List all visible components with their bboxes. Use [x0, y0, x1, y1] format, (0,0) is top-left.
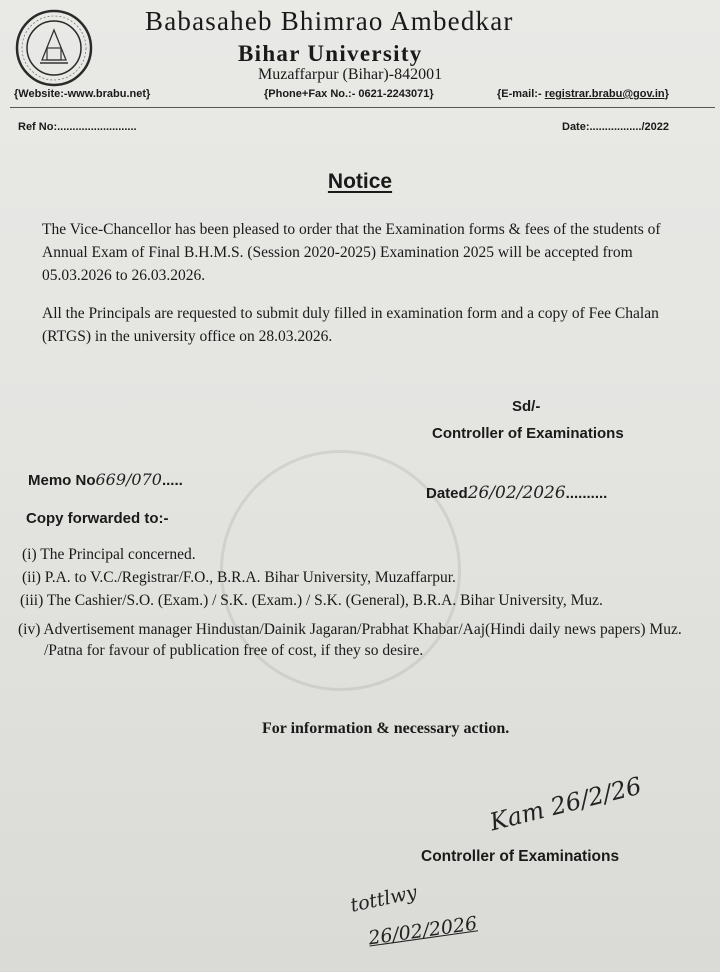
- copy-forwarded-label: Copy forwarded to:-: [26, 510, 169, 527]
- memo-number: Memo No669/070.....: [28, 470, 183, 489]
- university-title: Babasaheb Bhimrao Ambedkar: [145, 6, 514, 36]
- signatory-title-1: Controller of Examinations: [432, 425, 624, 442]
- copy-list: [18, 544, 708, 661]
- sd-mark: Sd/-: [512, 398, 541, 415]
- phone-text: {Phone+Fax No.:- 0621-2243071}: [264, 88, 434, 100]
- list-item: (iv) Advertisement manager Hindustan/Dainik Jagaran/Prabhat Khabar/Aaj(Hindi daily news papers) Muz. /Patna for favour of publication free of cost, if they so desire.: [18, 621, 682, 659]
- header-divider: [10, 107, 715, 108]
- email-text: {E-mail:- registrar.brabu@gov.in}: [497, 88, 669, 100]
- initial-handwritten: tottlwy: [348, 881, 419, 917]
- list-item: (ii) P.A. to V.C./Registrar/F.O., B.R.A. Bihar University, Muzaffarpur.: [22, 569, 456, 586]
- memo-dated: Dated26/02/2026..........: [426, 483, 608, 503]
- university-address: Muzaffarpur (Bihar)-842001: [258, 66, 443, 83]
- ref-number: Ref No:..........................: [18, 121, 137, 133]
- list-item: (iii) The Cashier/S.O. (Exam.) / S.K. (Exam.) / S.K. (General), B.R.A. Bihar University, Muz.: [20, 592, 603, 609]
- signatory-title-2: Controller of Examinations: [421, 848, 620, 865]
- notice-paragraph-1: The Vice-Chancellor has been pleased to order that the Examination forms & fees of the students of Annual Exam of Final B.H.M.S. (Session 2020-2025) Examination 2025 will be accepted from 05.03.2026 to 26.03.2026.: [42, 221, 661, 284]
- initial-date-handwritten: 26/02/2026: [367, 912, 479, 950]
- signature-handwritten: Kam 26/2/26: [486, 771, 645, 837]
- memo-handwritten: 669/070: [95, 470, 162, 489]
- university-name: Bihar University: [238, 41, 423, 66]
- notice-heading: Notice: [327, 170, 393, 193]
- list-item: (i) The Principal concerned.: [22, 546, 196, 563]
- notice-paragraph-2: All the Principals are requested to submit duly filled in examination form and a copy of Fee Chalan (RTGS) in the university office on 28.03.2026.: [42, 305, 659, 345]
- closing-line: For information & necessary action.: [262, 720, 510, 737]
- dated-handwritten: 26/02/2026: [467, 483, 566, 503]
- website-text: {Website:-www.brabu.net}: [14, 88, 151, 100]
- ref-date: Date:................./2022: [562, 121, 669, 133]
- university-emblem: [14, 8, 94, 88]
